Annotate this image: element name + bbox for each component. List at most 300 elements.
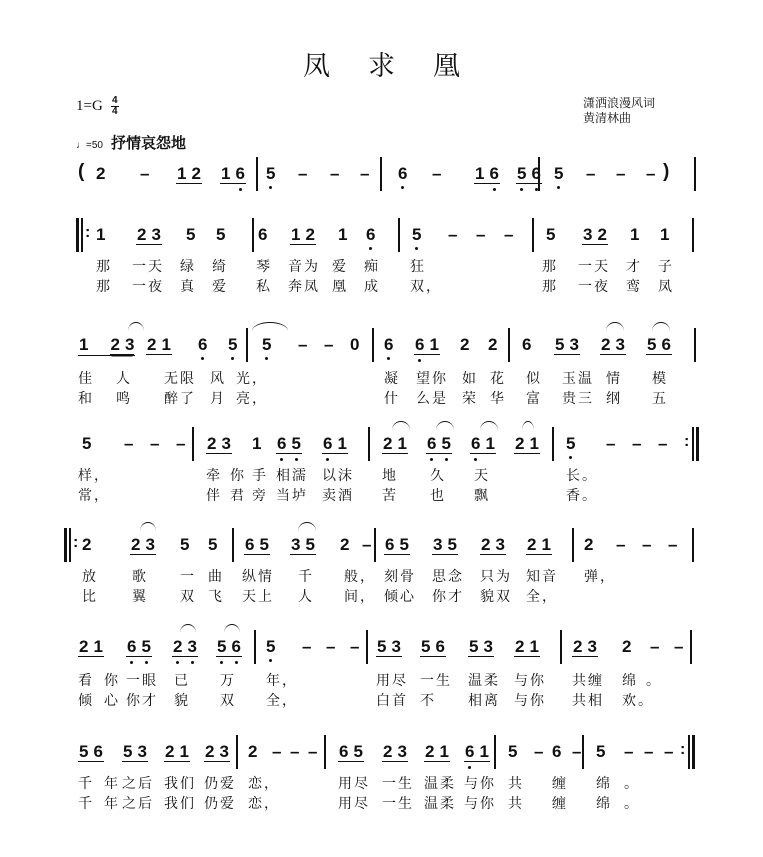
lyric-syllable: 恋， bbox=[248, 796, 280, 812]
barline bbox=[692, 528, 694, 562]
note-digit: – bbox=[504, 225, 514, 244]
note bbox=[622, 637, 631, 661]
lyric-syllable: 间， bbox=[344, 589, 376, 605]
note-digit: 2 bbox=[597, 225, 607, 244]
note-digit: 2 bbox=[137, 225, 147, 244]
dash-extension bbox=[290, 742, 299, 766]
note-digit: 2 bbox=[248, 742, 258, 761]
note-digit: 6 bbox=[522, 335, 532, 354]
lyric-syllable: 牵 bbox=[206, 468, 222, 484]
repeat-dots: : bbox=[85, 224, 91, 241]
note-digit: – bbox=[330, 164, 340, 183]
note-digit: 3 bbox=[587, 637, 597, 656]
lyric-syllable: 双 bbox=[180, 589, 196, 605]
low-octave-dot bbox=[474, 458, 477, 461]
lyric-syllable: 望你 bbox=[416, 371, 448, 387]
note-digit: – bbox=[432, 164, 442, 183]
dash-extension bbox=[360, 164, 369, 188]
note-digit: 3 bbox=[495, 535, 505, 554]
note-digit: 6 bbox=[235, 165, 244, 183]
notes-row bbox=[76, 735, 696, 769]
lyric-syllable: 共 bbox=[508, 776, 524, 792]
lyric-syllable: 常， bbox=[78, 488, 110, 504]
note-digit: 1 bbox=[479, 742, 489, 761]
low-octave-dot bbox=[418, 359, 421, 362]
note-digit: – bbox=[124, 434, 134, 453]
note-digit: 5 bbox=[228, 336, 237, 354]
beamed-notes bbox=[78, 742, 104, 766]
repeat-end-barline bbox=[696, 427, 699, 461]
slur-arc bbox=[606, 322, 624, 331]
note-digit: – bbox=[624, 742, 634, 761]
barline bbox=[254, 630, 256, 664]
low-octave-dot bbox=[493, 188, 496, 191]
dash-extension bbox=[176, 434, 185, 458]
low-octave-dot bbox=[239, 188, 242, 191]
lyric-syllable: 你 bbox=[104, 673, 120, 689]
note-digit: 1 bbox=[660, 225, 670, 244]
lyric-syllable: 华 bbox=[490, 391, 506, 407]
note bbox=[460, 335, 469, 359]
note-digit: 2 bbox=[147, 335, 157, 354]
lyric-syllable: 用尽 bbox=[338, 776, 370, 792]
note-digit: – bbox=[606, 434, 616, 453]
time-signature bbox=[111, 96, 119, 117]
lyric-syllable: 无限 bbox=[164, 371, 196, 387]
eighth-group bbox=[382, 435, 408, 454]
lyricist: 潇洒浪漫风词 bbox=[583, 96, 656, 110]
lyric-syllable: 狂 bbox=[410, 259, 426, 275]
time-signature-top: 4 bbox=[112, 95, 118, 106]
key-signature bbox=[76, 96, 119, 117]
eighth-group bbox=[204, 743, 230, 762]
low-octave-dot bbox=[401, 186, 404, 189]
note-digit: – bbox=[302, 637, 312, 656]
credits bbox=[583, 96, 655, 126]
lyric-syllable: 样， bbox=[78, 468, 110, 484]
slur-arc bbox=[298, 522, 316, 531]
beamed-notes bbox=[424, 742, 450, 766]
note-digit: – bbox=[476, 225, 486, 244]
lyric-syllable: 相濡 bbox=[276, 468, 308, 484]
beamed-notes bbox=[384, 535, 410, 559]
lyric-syllable: 么是 bbox=[416, 391, 448, 407]
slur-arc bbox=[652, 322, 670, 331]
low-octave-dot bbox=[326, 458, 329, 461]
dash-extension bbox=[624, 742, 633, 766]
barline bbox=[372, 328, 374, 362]
note-digit: 2 bbox=[488, 335, 498, 354]
dash-extension bbox=[350, 637, 359, 661]
dash-extension bbox=[272, 742, 281, 766]
note bbox=[552, 742, 561, 766]
lyric-syllable: 伴 bbox=[206, 488, 222, 504]
note-digit: – bbox=[616, 535, 626, 554]
repeat-dots: : bbox=[73, 534, 79, 551]
note-digit: 2 bbox=[96, 164, 106, 183]
note-digit: 1 bbox=[485, 434, 495, 453]
barline bbox=[572, 528, 574, 562]
note-digit: 1 bbox=[337, 434, 347, 453]
note-digit: – bbox=[362, 535, 372, 554]
lyric-syllable: 全， bbox=[526, 589, 558, 605]
slur-arc bbox=[180, 624, 196, 633]
lyric-syllable: 一眼 bbox=[126, 673, 158, 689]
note bbox=[412, 225, 421, 249]
lyric-syllable: 你才 bbox=[432, 589, 464, 605]
beamed-notes bbox=[526, 535, 552, 559]
note-digit: 5 bbox=[412, 226, 421, 244]
lyrics-line-1 bbox=[76, 368, 696, 388]
low-octave-dot bbox=[445, 458, 448, 461]
note-digit: 5 bbox=[79, 742, 89, 761]
note-digit: 2 bbox=[191, 164, 201, 183]
lyric-syllable: 荣 bbox=[462, 391, 478, 407]
lyric-syllable: 飘 bbox=[474, 488, 490, 504]
slur-arc bbox=[480, 421, 498, 430]
note bbox=[252, 434, 261, 458]
lyric-syllable: 共 bbox=[508, 796, 524, 812]
lyric-syllable: 年 bbox=[104, 776, 120, 792]
beamed-notes bbox=[126, 637, 152, 661]
note-digit: 2 bbox=[622, 637, 632, 656]
barline bbox=[560, 630, 562, 664]
note-digit: 5 bbox=[517, 165, 526, 183]
lyric-syllable: 奔凤 bbox=[288, 279, 320, 295]
note-digit: 2 bbox=[79, 637, 89, 656]
lyric-syllable: 一生 bbox=[382, 776, 414, 792]
note-digit: 6 bbox=[415, 336, 424, 354]
note-digit: 6 bbox=[531, 165, 540, 183]
lyric-syllable: 欢。 bbox=[622, 693, 654, 709]
lyric-syllable: 刻骨 bbox=[384, 569, 416, 585]
beamed-notes bbox=[572, 637, 598, 661]
note-digit: – bbox=[290, 742, 300, 761]
lyric-syllable: 年， bbox=[266, 673, 298, 689]
eighth-group bbox=[424, 743, 450, 762]
note-digit: 1 bbox=[79, 335, 89, 354]
beamed-notes bbox=[554, 335, 580, 359]
barline bbox=[508, 328, 510, 362]
note bbox=[198, 335, 207, 359]
note-digit: 1 bbox=[179, 742, 189, 761]
lyrics-line-2 bbox=[76, 388, 696, 408]
note-digit: 2 bbox=[173, 638, 182, 656]
note-digit: 5 bbox=[546, 225, 556, 244]
lyric-syllable: 一生 bbox=[382, 796, 414, 812]
lyric-syllable: 我们 bbox=[164, 776, 196, 792]
note-digit: 2 bbox=[82, 535, 92, 554]
expression-marking: 抒情哀怨地 bbox=[110, 134, 186, 152]
beamed-notes bbox=[122, 742, 148, 766]
lyric-syllable: 貌 bbox=[174, 693, 190, 709]
low-octave-dot bbox=[191, 661, 194, 664]
dash-extension bbox=[326, 637, 335, 661]
note-digit: 5 bbox=[647, 335, 657, 354]
eighth-group bbox=[514, 638, 540, 657]
lyrics-line-2 bbox=[76, 485, 696, 505]
lyric-syllable: 凤 bbox=[658, 279, 674, 295]
beamed-notes bbox=[382, 742, 408, 766]
note-digit: 6 bbox=[398, 165, 407, 183]
eighth-group bbox=[600, 336, 626, 355]
lyric-syllable: 翼 bbox=[132, 589, 148, 605]
lyric-syllable: 才 bbox=[626, 259, 642, 275]
note bbox=[248, 742, 257, 766]
lyric-syllable: 爱 bbox=[332, 259, 348, 275]
lyric-syllable: 绵 bbox=[622, 673, 638, 689]
note-digit: 3 bbox=[397, 742, 407, 761]
note-digit: – bbox=[448, 225, 458, 244]
lyric-syllable: 旁 bbox=[252, 488, 268, 504]
note-digit: 3 bbox=[291, 535, 301, 554]
note bbox=[584, 535, 593, 559]
note-digit: – bbox=[350, 637, 360, 656]
lyric-syllable: 私 bbox=[256, 279, 272, 295]
note-digit: 3 bbox=[145, 535, 155, 554]
note-digit: 5 bbox=[216, 225, 226, 244]
low-octave-dot bbox=[231, 357, 234, 360]
note-digit: 6 bbox=[385, 535, 395, 554]
eighth-group bbox=[338, 743, 364, 762]
lyric-syllable: 鸾 bbox=[626, 279, 642, 295]
barline bbox=[246, 328, 248, 362]
lyric-syllable: 温柔 bbox=[424, 776, 456, 792]
dash-extension bbox=[448, 225, 457, 249]
lyric-syllable: 倾 bbox=[78, 693, 94, 709]
eighth-group bbox=[382, 743, 408, 762]
slur-arc bbox=[224, 624, 240, 633]
eighth-group bbox=[420, 638, 446, 657]
note bbox=[96, 164, 105, 188]
note-digit: 6 bbox=[277, 435, 286, 453]
low-octave-dot bbox=[176, 661, 179, 664]
lyric-syllable: 温柔 bbox=[468, 673, 500, 689]
slur-arc bbox=[128, 322, 144, 331]
low-octave-dot bbox=[265, 357, 268, 360]
repeat-end-barline bbox=[692, 735, 695, 769]
barline bbox=[232, 528, 234, 562]
beamed-notes bbox=[376, 637, 402, 661]
beamed-notes bbox=[176, 164, 202, 188]
lyric-syllable: 。 bbox=[624, 796, 640, 812]
time-signature-bottom: 4 bbox=[112, 106, 118, 117]
dash-extension bbox=[632, 434, 641, 458]
eighth-group bbox=[464, 743, 490, 762]
note-digit: 5 bbox=[141, 638, 150, 656]
note-digit: 3 bbox=[483, 637, 493, 656]
dash-extension bbox=[330, 164, 339, 188]
note bbox=[488, 335, 497, 359]
note bbox=[96, 225, 105, 249]
lyric-syllable: 白首 bbox=[376, 693, 408, 709]
dash-extension bbox=[308, 742, 317, 766]
dash-extension bbox=[504, 225, 513, 249]
note-digit: – bbox=[534, 742, 544, 761]
note-digit: 1 bbox=[291, 225, 301, 244]
note bbox=[366, 225, 375, 249]
eighth-group bbox=[276, 435, 302, 454]
tempo-marking bbox=[76, 132, 186, 153]
dash-extension bbox=[616, 535, 625, 559]
note-digit: 6 bbox=[471, 435, 480, 453]
beamed-notes bbox=[414, 335, 440, 359]
repeat-start-barline bbox=[76, 218, 79, 252]
eighth-group bbox=[176, 165, 202, 184]
eighth-group bbox=[384, 536, 410, 555]
lyrics-line-1 bbox=[76, 670, 696, 690]
lyric-syllable: 富 bbox=[526, 391, 542, 407]
repeat-start-barline bbox=[64, 528, 67, 562]
note-digit: – bbox=[586, 164, 596, 183]
dash-extension bbox=[362, 535, 371, 559]
beamed-notes bbox=[338, 742, 364, 766]
note-digit: 5 bbox=[377, 637, 387, 656]
lyric-syllable: 你 bbox=[230, 468, 246, 484]
lyric-syllable: 花 bbox=[490, 371, 506, 387]
eighth-group bbox=[470, 435, 496, 454]
lyric-syllable: 醉了 bbox=[164, 391, 196, 407]
low-octave-dot bbox=[280, 458, 283, 461]
beamed-notes bbox=[464, 742, 490, 766]
notes-row bbox=[76, 630, 696, 664]
beamed-notes bbox=[420, 637, 446, 661]
eighth-group bbox=[414, 336, 440, 355]
barline bbox=[494, 735, 496, 769]
lyric-syllable: 共缠 bbox=[572, 673, 604, 689]
note-digit: 1 bbox=[252, 434, 262, 453]
note-digit: 3 bbox=[583, 225, 593, 244]
repeat-dots: : bbox=[680, 741, 686, 758]
lyric-syllable: 仍爱 bbox=[204, 796, 236, 812]
lyric-syllable: 久 bbox=[430, 468, 446, 484]
beamed-notes bbox=[146, 335, 172, 359]
eighth-group bbox=[172, 638, 198, 657]
tempo-bpm: ♩=50 bbox=[76, 140, 103, 151]
note bbox=[596, 742, 605, 766]
note-digit: 1 bbox=[541, 535, 551, 554]
lyric-syllable: 模 bbox=[652, 371, 668, 387]
low-octave-dot bbox=[569, 456, 572, 459]
slur-arc bbox=[522, 421, 534, 430]
lyric-syllable: 知音 bbox=[526, 569, 558, 585]
eighth-group bbox=[376, 638, 402, 657]
barline bbox=[690, 630, 692, 664]
note-digit: 6 bbox=[366, 226, 375, 244]
note-digit: 6 bbox=[127, 638, 136, 656]
eighth-group bbox=[468, 638, 494, 657]
note-digit: 3 bbox=[569, 335, 579, 354]
barline bbox=[552, 427, 554, 461]
lyric-syllable: 玉温 bbox=[562, 371, 594, 387]
beamed-notes bbox=[164, 742, 190, 766]
note bbox=[522, 335, 531, 359]
low-octave-dot bbox=[269, 186, 272, 189]
note-digit: – bbox=[150, 434, 160, 453]
note-digit: 5 bbox=[596, 742, 606, 761]
lyric-syllable: 如 bbox=[462, 371, 478, 387]
note-digit: 5 bbox=[123, 742, 133, 761]
note-digit: 6 bbox=[661, 335, 671, 354]
note bbox=[398, 164, 407, 188]
dash-extension bbox=[150, 434, 159, 458]
lyric-syllable: 纲 bbox=[606, 391, 622, 407]
eighth-group bbox=[206, 435, 232, 454]
notes-row bbox=[76, 328, 696, 362]
lyric-syllable: 痴 bbox=[364, 259, 380, 275]
note-digit: 1 bbox=[475, 164, 485, 183]
lyric-syllable: 音为 bbox=[288, 259, 320, 275]
lyric-syllable: 与你 bbox=[464, 796, 496, 812]
note-digit: – bbox=[326, 637, 336, 656]
lyric-syllable: 共相 bbox=[572, 693, 604, 709]
lyric-syllable: 五 bbox=[652, 391, 668, 407]
note-digit: 2 bbox=[305, 225, 315, 244]
note bbox=[266, 164, 275, 188]
note bbox=[508, 742, 517, 766]
note-digit: 6 bbox=[489, 165, 498, 183]
lyric-syllable: 与你 bbox=[514, 693, 546, 709]
lyric-syllable: 般， bbox=[344, 569, 376, 585]
note bbox=[338, 225, 347, 249]
lyric-syllable: 万 bbox=[220, 673, 236, 689]
slur-arc bbox=[392, 421, 410, 430]
eighth-group bbox=[514, 435, 540, 454]
lyric-syllable: 绵 bbox=[596, 796, 612, 812]
note-digit: – bbox=[664, 742, 674, 761]
lyric-syllable: 成 bbox=[364, 279, 380, 295]
repeat-start-barline bbox=[69, 528, 71, 562]
note-digit: – bbox=[658, 434, 668, 453]
eighth-group bbox=[136, 226, 162, 245]
note bbox=[660, 225, 669, 249]
note bbox=[262, 335, 271, 359]
lyric-syllable: 心 bbox=[104, 693, 120, 709]
lyric-syllable: 倾心 bbox=[384, 589, 416, 605]
note-digit: – bbox=[632, 434, 642, 453]
lyric-syllable: 已 bbox=[174, 673, 190, 689]
note-digit: 5 bbox=[508, 742, 518, 761]
lyric-syllable: 与你 bbox=[514, 673, 546, 689]
repeat-end-barline bbox=[688, 735, 690, 769]
note-digit: 6 bbox=[323, 435, 332, 453]
note-digit: 2 bbox=[584, 535, 594, 554]
beamed-notes bbox=[220, 164, 246, 188]
note-digit: 1 bbox=[338, 225, 348, 244]
lyric-syllable: 年 bbox=[104, 796, 120, 812]
lyric-syllable: 之后 bbox=[122, 796, 154, 812]
lyric-syllable: 。 bbox=[624, 776, 640, 792]
eighth-group bbox=[322, 435, 348, 454]
note-digit: 2 bbox=[515, 434, 525, 453]
note-digit: 5 bbox=[305, 535, 315, 554]
beamed-notes bbox=[290, 225, 316, 249]
lyric-syllable: 以沫 bbox=[322, 468, 354, 484]
lyric-syllable: 鸣 bbox=[116, 391, 132, 407]
note-digit: 5 bbox=[266, 165, 275, 183]
dash-extension bbox=[650, 637, 659, 661]
eighth-group bbox=[290, 226, 316, 245]
lyric-syllable: 那 bbox=[542, 279, 558, 295]
lyric-syllable: 亮， bbox=[236, 391, 268, 407]
lyric-syllable: 一生 bbox=[420, 673, 452, 689]
eighth-group bbox=[164, 743, 190, 762]
note-digit: 6 bbox=[427, 435, 436, 453]
lyric-syllable: 飞 bbox=[208, 589, 224, 605]
lyrics-line-1 bbox=[76, 566, 696, 586]
dash-extension bbox=[646, 164, 655, 188]
note-digit: 3 bbox=[124, 335, 135, 354]
